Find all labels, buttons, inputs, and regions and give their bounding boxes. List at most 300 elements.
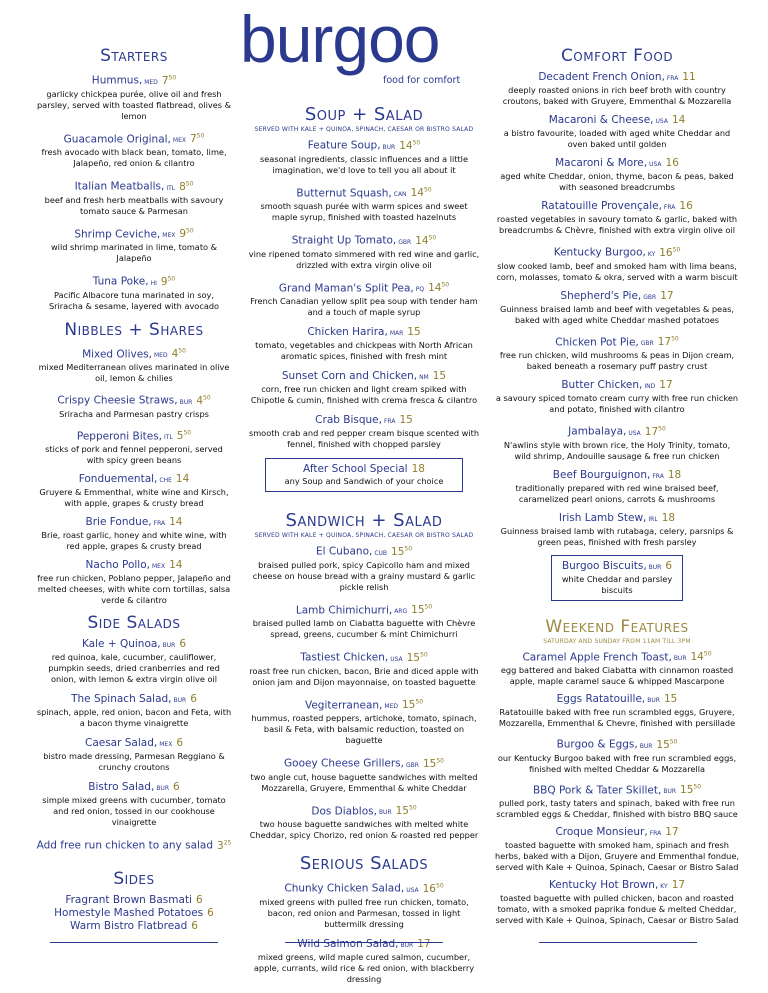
- menu-item: [495, 200, 739, 236]
- price-dollars: 9: [179, 228, 187, 240]
- item-price: [196, 894, 203, 906]
- item-description: slow cooked lamb, beef and smoked ham with lima beans, corn, molasses, tomato & okra, served with a warm biscuit: [496, 260, 738, 282]
- item-description: simple mixed greens with cucumber, tomato and red onion, tossed in our cookhouse vinaigrette: [42, 795, 226, 827]
- item-origin: KY: [660, 883, 668, 890]
- price-dollars: 15: [391, 545, 405, 558]
- item-price: [423, 883, 444, 895]
- item-price: [169, 516, 182, 528]
- menu-item: [495, 333, 739, 373]
- item-price: [172, 348, 186, 360]
- price-dollars: 6: [191, 919, 198, 932]
- item-description: deeply roasted onions in rich beef broth with country croutons, baked with Gruyere, Emmenthal & Mozzarella: [502, 85, 732, 106]
- item-title-line: [36, 559, 232, 573]
- item-title-line: [36, 516, 232, 530]
- item-description: bistro made dressing, Parmesan Reggiano & crunchy croutons: [43, 751, 225, 772]
- item-name: Irish Lamb Stew,: [558, 511, 647, 524]
- item-title-line: [495, 379, 739, 393]
- menu-item: [36, 427, 232, 467]
- item-title-line: [36, 345, 232, 363]
- item-origin: USA: [655, 118, 668, 125]
- item-name: Chunky Chicken Salad,: [284, 882, 405, 895]
- section-title: Soup + Salad: [304, 104, 424, 125]
- item-title-line: [495, 243, 739, 261]
- item-title-line: [495, 879, 739, 893]
- price-cents: 50: [185, 180, 194, 187]
- price-dollars: 4: [196, 394, 203, 407]
- price-cents: 50: [424, 603, 433, 611]
- item-price: [396, 805, 417, 817]
- item-description: red quinoa, kale, cucumber, cauliflower, pumpkin seeds, dried cranberries and red onion, with lemon & extra virgin olive oil: [48, 652, 220, 684]
- item-description: aged white Cheddar, onion, thyme, bacon & peas, baked with seasoned breadcrumbs: [500, 171, 734, 192]
- item-title-line: [247, 938, 481, 952]
- item-origin: NM: [419, 374, 429, 381]
- item-price: [177, 430, 191, 442]
- price-cents: 50: [436, 757, 444, 764]
- price-dollars: 6: [195, 893, 203, 906]
- item-title-line: [247, 414, 481, 428]
- item-price: [665, 560, 672, 572]
- item-description: free run chicken, wild mushrooms & peas in Dijon cream, baked beneath a rosemary puff pastry crust: [499, 350, 735, 371]
- item-origin: PQ: [415, 286, 425, 293]
- menu-item: [36, 391, 232, 420]
- menu-item: [36, 272, 232, 312]
- item-name: Tuna Poke,: [92, 275, 149, 288]
- item-origin: GBR: [640, 340, 654, 347]
- side-item: [36, 894, 232, 907]
- price-dollars: 14: [428, 282, 442, 294]
- item-origin: HI: [150, 279, 157, 287]
- item-price: [664, 693, 677, 705]
- price-dollars: 6: [190, 693, 197, 705]
- price-cents: 50: [168, 74, 177, 81]
- price-dollars: 17: [660, 289, 674, 302]
- menu-item: [36, 516, 232, 552]
- item-price: [658, 336, 679, 348]
- item-name: Caesar Salad,: [84, 737, 158, 749]
- item-description: Sriracha and Parmesan pastry crisps: [59, 408, 209, 419]
- item-name: Decadent French Onion,: [538, 71, 665, 83]
- item-title-line: [247, 696, 481, 714]
- item-origin: FRA: [666, 75, 679, 82]
- item-title-line: [36, 71, 232, 89]
- menu-item: [36, 71, 232, 122]
- item-name: Straight Up Tomato,: [291, 234, 397, 247]
- item-description: toasted baguette with smoked ham, spinach and fresh herbs, baked with a Dijon, Gruyere and Emmenthal fondue, served with Kale + Quinoa, Spinach, Caesar or Bistro Salad: [495, 840, 739, 872]
- item-title-line: [495, 200, 739, 214]
- item-name: Wild Salmon Salad,: [297, 937, 399, 950]
- item-price: [656, 739, 677, 751]
- price-dollars: 17: [671, 879, 686, 891]
- price-dollars: 6: [173, 781, 180, 793]
- item-description: Pacific Albacore tuna marinated in soy, Sriracha & sesame, layered with avocado: [48, 289, 220, 311]
- menu-item: [36, 130, 232, 170]
- item-description: smooth crab and red pepper cream bisque scented with fennel, finished with chopped parsley: [248, 428, 480, 449]
- item-title-line: [495, 512, 739, 526]
- item-name: Guacamole Original,: [63, 133, 171, 145]
- item-price: [659, 379, 672, 391]
- price-cents: 50: [423, 186, 432, 194]
- item-title-line: [247, 648, 481, 666]
- price-cents: 50: [167, 275, 176, 282]
- price-cents: 50: [703, 650, 712, 658]
- item-title-line: [36, 177, 232, 195]
- menu-item: [247, 414, 481, 450]
- item-description: corn, free run chicken and light cream spiked with Chipotle & cumin, finished with crema fresca & cilantro: [250, 384, 478, 405]
- item-origin: CHE: [159, 477, 172, 484]
- brand-tagline: food for comfort: [383, 75, 461, 86]
- price-dollars: 8: [179, 180, 186, 193]
- item-title-line: [247, 542, 481, 560]
- item-origin: MED: [144, 78, 158, 86]
- item-origin: BUR: [382, 143, 396, 151]
- item-description: Guinness braised lamb and beef with vegetables & peas, baked with aged white Cheddar mashed potatoes: [500, 303, 734, 325]
- side-item: [36, 920, 232, 933]
- price-cents: 50: [178, 347, 186, 355]
- item-name: Burgoo Biscuits,: [561, 559, 647, 572]
- item-name: Lamb Chimichurri,: [295, 604, 393, 616]
- addon-price: [217, 840, 231, 852]
- item-price: [190, 693, 197, 705]
- menu-item: [495, 648, 739, 688]
- item-origin: BUR: [647, 697, 660, 704]
- price-dollars: 14: [690, 651, 704, 663]
- item-description: free run chicken, Poblano pepper, Jalapeño and melted cheeses, with white corn tortillas, salsa verde & cilantro: [37, 573, 231, 605]
- price-dollars: 9: [160, 275, 168, 288]
- item-description: our Kentucky Burgoo baked with free run scrambled eggs, finished with melted Cheddar & Mozzarella: [497, 752, 737, 774]
- menu-item: [247, 696, 481, 747]
- item-description: garlicky chickpea purée, olive oil and fresh parsley, served with toasted flatbread, olives & lemon: [36, 88, 231, 121]
- item-price: [176, 737, 183, 749]
- price-dollars: 16: [679, 200, 693, 212]
- item-origin: GBR: [398, 238, 412, 246]
- item-origin: BUR: [639, 742, 653, 750]
- item-description: mixed greens with pulled free run chicken, tomato, bacon, red onion and Parmesan, tossed in light buttermilk dressing: [259, 896, 469, 929]
- item-price: [417, 938, 430, 950]
- item-price: [662, 512, 675, 524]
- menu-item: [247, 542, 481, 593]
- menu-item: [495, 879, 739, 926]
- price-dollars: 14: [410, 187, 424, 199]
- menu-item: [247, 370, 481, 406]
- price-cents: 50: [671, 335, 679, 343]
- item-name: Grand Maman's Split Pea,: [278, 282, 414, 294]
- item-title-line: [247, 279, 481, 297]
- menu-item: [495, 114, 739, 150]
- item-title-line: [247, 326, 481, 340]
- burgoo-biscuits-box: [551, 555, 683, 601]
- menu-item: [247, 601, 481, 641]
- item-title-line: [36, 473, 232, 487]
- item-description: any Soup and Sandwich of your choice: [284, 476, 444, 486]
- menu-item: [495, 290, 739, 326]
- item-name: Kale + Quinoa,: [81, 638, 161, 650]
- item-origin: MEX: [172, 137, 186, 144]
- item-price: [179, 638, 186, 650]
- price-cents: 50: [183, 429, 192, 437]
- item-title-line: [495, 781, 739, 799]
- menu-item: [36, 737, 232, 773]
- item-origin: BUR: [673, 655, 687, 662]
- bottom-rule: [50, 942, 218, 943]
- price-dollars: 15: [680, 784, 694, 796]
- addon-text: Add free run chicken to any salad: [36, 839, 214, 852]
- item-price: [207, 907, 214, 919]
- item-name: Pepperoni Bites,: [76, 430, 163, 442]
- price-dollars: 15: [407, 326, 421, 338]
- price-dollars: 15: [406, 651, 420, 664]
- section-title: Side Salads: [87, 613, 181, 633]
- item-title-line: [495, 422, 739, 440]
- item-title-line: [495, 114, 739, 128]
- item-title-line: [495, 693, 739, 707]
- item-price: [659, 247, 680, 259]
- item-description: wild shrimp marinated in lime, tomato & Jalapeño: [50, 242, 218, 263]
- item-name: Shepherd's Pie,: [560, 289, 642, 302]
- menu-item: [247, 184, 481, 224]
- price-dollars: 17: [665, 826, 679, 838]
- item-origin: BUR: [173, 697, 187, 704]
- item-description: vine ripened tomato simmered with red wine and garlic, drizzled with extra virgin olive oil: [248, 248, 480, 270]
- price-dollars: 18: [667, 468, 682, 481]
- item-description: Ratatouille baked with free run scrambled eggs, Gruyere, Mozzarella, Emmenthal & Chevre, finished with persillade: [498, 707, 736, 728]
- item-title-line: [36, 427, 232, 445]
- item-name: Dos Diablos,: [311, 805, 377, 817]
- section-title: Weekend Features: [545, 616, 689, 637]
- item-description: a savoury spiced tomato cream curry with free run chicken and potato, finished with cilantro: [495, 393, 739, 414]
- item-name: Crispy Cheesie Straws,: [57, 394, 178, 407]
- brand-logo: burgoo: [240, 2, 440, 76]
- price-dollars: 15: [656, 738, 670, 751]
- item-price: [173, 781, 180, 793]
- menu-item: [495, 735, 739, 775]
- item-name: Eggs Ratatouille,: [556, 693, 646, 705]
- item-origin: MED: [384, 703, 398, 710]
- item-price: [179, 228, 193, 240]
- price-dollars: 17: [659, 379, 673, 391]
- item-price: [433, 370, 446, 382]
- price-cents: 50: [196, 132, 205, 140]
- item-price: [668, 469, 681, 481]
- item-price: [682, 71, 695, 83]
- item-origin: BUR: [156, 785, 169, 792]
- price-dollars: 6: [176, 737, 183, 749]
- price-cents: 50: [404, 545, 413, 552]
- item-name: Chicken Harira,: [307, 326, 388, 338]
- section-subtitle: SATURDAY AND SUNDAY FROM 11AM TILL 3PM: [543, 637, 691, 645]
- price-dollars: 16: [665, 157, 679, 169]
- salad-addon: [36, 836, 232, 853]
- price-dollars: 5: [176, 430, 184, 442]
- item-name: Shrimp Ceviche,: [74, 228, 161, 240]
- item-origin: MED: [154, 352, 168, 359]
- item-title-line: [36, 781, 232, 795]
- item-description: hummus, roasted peppers, artichoke, tomato, spinach, basil & Feta, with balsamic reduction, toasted on baguette: [251, 713, 477, 745]
- special-title-line: [268, 463, 460, 476]
- item-title-line: [36, 693, 232, 707]
- item-title-line: [495, 469, 739, 483]
- item-origin: GBR: [643, 293, 657, 301]
- item-origin: BUR: [378, 809, 392, 816]
- item-description: Guinness braised lamb with rutabaga, celery, parsnips & green peas, finished with fresh parsley: [500, 525, 734, 547]
- item-price: [691, 651, 712, 663]
- item-name: Mixed Olives,: [82, 348, 152, 360]
- special-title-line: [554, 560, 680, 574]
- item-price: [161, 276, 175, 288]
- price-dollars: 3: [217, 839, 224, 852]
- menu-item: [495, 422, 739, 462]
- item-price: [407, 652, 428, 664]
- item-name: Kentucky Hot Brown,: [548, 879, 659, 891]
- menu-item: [247, 648, 481, 688]
- price-cents: 50: [420, 651, 428, 658]
- item-origin: CUB: [374, 549, 388, 557]
- bottom-rule: [285, 942, 443, 943]
- item-origin: BUR: [400, 941, 414, 949]
- item-price: [196, 395, 210, 407]
- item-origin: MAR: [389, 330, 404, 337]
- item-name: Caramel Apple French Toast,: [522, 651, 672, 663]
- menu-item: [36, 473, 232, 509]
- item-origin: USA: [390, 655, 403, 663]
- item-name: Feature Soup,: [307, 139, 381, 152]
- item-description: fresh avocado with black bean, tomato, lime, Jalapeño, red onion & cilantro: [41, 147, 227, 168]
- price-dollars: 14: [169, 559, 183, 571]
- price-dollars: 14: [169, 516, 183, 528]
- section-subtitle: SERVED WITH KALE + QUINOA, SPINACH, CAESAR OR BISTRO SALAD: [254, 126, 474, 133]
- item-description: egg battered and baked Ciabatta with cinnamon roasted apple, maple caramel sauce & whipped Mascarpone: [500, 665, 734, 686]
- price-cents: 50: [203, 394, 211, 401]
- item-name: Macaroni & Cheese,: [548, 114, 654, 126]
- item-title-line: [36, 737, 232, 751]
- item-name: Fonduemental,: [78, 473, 158, 485]
- item-description: pulled pork, tasty taters and spinach, baked with free run scrambled eggs & Cheddar, finished with bistro BBQ sauce: [496, 798, 738, 819]
- menu-item: [247, 326, 481, 362]
- item-origin: IRL: [648, 515, 658, 523]
- item-title-line: [247, 370, 481, 384]
- price-cents: 50: [412, 139, 421, 146]
- item-name: Sunset Corn and Chicken,: [281, 370, 418, 382]
- item-origin: KY: [647, 250, 656, 258]
- menu-item: [495, 243, 739, 283]
- menu-item: [495, 512, 739, 548]
- item-origin: FRA: [383, 418, 396, 425]
- item-origin: ITL: [166, 184, 176, 192]
- item-origin: USA: [406, 886, 419, 894]
- menu-item: [247, 754, 481, 794]
- menu-item: [247, 879, 481, 930]
- price-cents: 50: [415, 698, 424, 706]
- item-price: [423, 758, 444, 770]
- item-price: [672, 114, 685, 126]
- item-name: Jambalaya,: [568, 425, 627, 438]
- item-price: [415, 235, 436, 247]
- price-dollars: 14: [671, 114, 686, 126]
- item-description: Brie, roast garlic, honey and white wine, with red apple, grapes & crusty bread: [41, 530, 227, 551]
- item-title-line: [36, 272, 232, 290]
- item-description: two angle cut, house baguette sandwiches with melted Mozzarella, Gruyere, Emmenthal & white Cheddar: [250, 771, 478, 793]
- price-cents: 50: [428, 234, 437, 241]
- item-name: Tastiest Chicken,: [300, 651, 389, 664]
- item-name: Italian Meatballs,: [74, 180, 165, 193]
- item-title-line: [495, 157, 739, 171]
- item-title-line: [247, 231, 481, 249]
- item-origin: BUR: [162, 642, 176, 649]
- item-name: The Spinach Salad,: [71, 693, 172, 705]
- menu-item: [36, 781, 232, 828]
- price-dollars: 18: [661, 511, 676, 524]
- item-title-line: [495, 826, 739, 840]
- item-name: Butternut Squash,: [296, 187, 392, 199]
- item-description: roasted vegetables in savoury tomato & garlic, baked with breadcrumbs & Chèvre, finished with extra virgin olive oil: [496, 214, 738, 235]
- item-price: [399, 140, 420, 152]
- menu-item: [495, 781, 739, 821]
- price-dollars: 15: [422, 757, 437, 770]
- item-price: [645, 426, 666, 438]
- item-origin: CAN: [393, 191, 407, 198]
- item-description: beef and fresh herb meatballs with savoury tomato sauce & Parmesan: [44, 194, 224, 216]
- item-title-line: [495, 71, 739, 85]
- price-dollars: 7: [189, 133, 197, 145]
- item-description: tomato, vegetables and chickpeas with North African aromatic spices, finished with fresh mint: [255, 340, 473, 361]
- item-price: [179, 181, 193, 193]
- item-name: After School Special: [303, 463, 408, 475]
- item-price: [412, 463, 425, 475]
- price-dollars: 15: [395, 805, 409, 817]
- item-title-line: [247, 601, 481, 619]
- item-name: Burgoo & Eggs,: [556, 738, 638, 751]
- item-name: Homestyle Mashed Potatoes: [54, 906, 204, 919]
- item-name: Warm Bistro Flatbread: [70, 919, 188, 932]
- item-price: [162, 75, 176, 87]
- menu-item: [247, 802, 481, 842]
- item-price: [679, 200, 692, 212]
- item-description: mixed Mediterranean olives marinated in olive oil, lemon & chilies: [38, 362, 230, 383]
- price-dollars: 14: [399, 139, 413, 152]
- item-name: Hummus,: [91, 74, 143, 87]
- menu-item: [36, 559, 232, 606]
- item-origin: USA: [649, 161, 662, 168]
- price-dollars: 16: [422, 882, 436, 895]
- price-cents: 50: [669, 738, 678, 745]
- section-title: Sides: [113, 868, 155, 889]
- item-title-line: [36, 391, 232, 409]
- item-price: [191, 920, 198, 932]
- item-description: mixed greens, wild maple cured salmon, cucumber, apple, currants, wild rice & red onion, with blackberry dressing: [253, 951, 475, 984]
- item-price: [660, 290, 673, 302]
- price-dollars: 15: [402, 699, 416, 711]
- price-cents: 50: [658, 425, 666, 432]
- item-name: Gooey Cheese Grillers,: [284, 757, 404, 770]
- price-cents: 50: [186, 227, 194, 235]
- item-name: Nacho Pollo,: [85, 559, 150, 571]
- menu-item: [247, 938, 481, 985]
- menu-item: [495, 693, 739, 729]
- item-description: N'awlins style with brown rice, the Holy Trinity, tomato, wild shrimp, Andouille sausage & free run chicken: [503, 439, 731, 461]
- item-description: seasonal ingredients, classic influences and a little imagination, we'd love to tell you all about it: [260, 153, 468, 175]
- menu-item: [247, 231, 481, 271]
- menu-item: [247, 279, 481, 319]
- left-column: [36, 0, 232, 933]
- item-title-line: [247, 879, 481, 897]
- item-origin: GBR: [406, 761, 419, 769]
- item-price: [402, 699, 423, 711]
- item-price: [428, 282, 449, 294]
- item-origin: FRA: [649, 830, 662, 837]
- price-cents: 50: [436, 882, 444, 889]
- item-title-line: [495, 735, 739, 753]
- item-price: [407, 326, 420, 338]
- section-title: Sandwich + Salad: [285, 510, 443, 531]
